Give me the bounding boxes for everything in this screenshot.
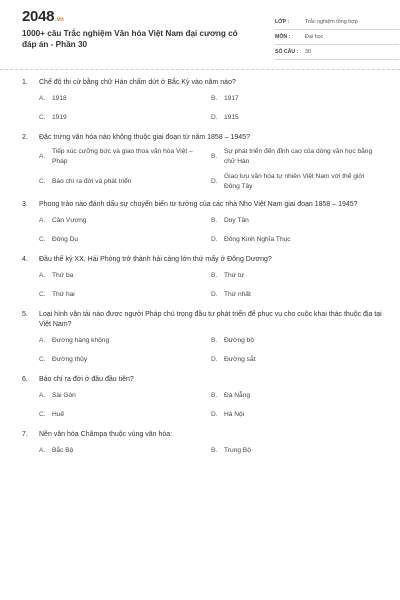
option-d[interactable] xyxy=(211,233,383,246)
option-letter: D. xyxy=(211,410,218,418)
header-divider xyxy=(0,69,400,70)
option-d[interactable] xyxy=(211,111,383,124)
option-c[interactable] xyxy=(39,111,211,124)
option-letter: D. xyxy=(211,355,218,363)
option-grid xyxy=(39,389,386,421)
option-letter: A. xyxy=(39,152,46,160)
option-c[interactable] xyxy=(39,288,211,301)
option-grid xyxy=(39,214,386,246)
option-text: Đường bộ xyxy=(224,336,255,344)
option-c[interactable] xyxy=(39,233,211,246)
option-text: Huế xyxy=(52,410,65,418)
option-text: Hà Nội xyxy=(224,410,245,418)
question-number: 6. xyxy=(22,376,28,383)
option-text: 1918 xyxy=(52,94,67,102)
option-letter: B. xyxy=(211,446,218,454)
option-text: Cần Vương xyxy=(52,216,87,224)
option-letter: D. xyxy=(211,235,218,243)
page-header xyxy=(22,0,386,62)
question-text: Báo chí ra đời ở đâu đầu tiên? xyxy=(39,376,134,383)
option-c[interactable] xyxy=(39,408,211,421)
option-b[interactable] xyxy=(211,334,383,347)
question-text: Phong trào nào đánh dấu sự chuyển biến tư tưởng của các nhà Nho Việt Nam giai đoạn 1858 – 1945? xyxy=(39,201,358,208)
option-text: Thứ nhất xyxy=(224,290,251,298)
option-text: Đà Nẵng xyxy=(224,391,251,399)
meta-info xyxy=(275,15,399,60)
option-letter: C. xyxy=(39,410,46,418)
meta-row-count xyxy=(275,45,399,60)
option-letter: B. xyxy=(211,152,218,160)
option-letter: B. xyxy=(211,94,218,102)
question-number: 3. xyxy=(22,201,28,208)
option-text: 1917 xyxy=(224,94,239,102)
question-7 xyxy=(22,430,386,457)
option-a[interactable] xyxy=(39,444,211,457)
question-6 xyxy=(22,375,386,421)
option-text: Đường thủy xyxy=(52,355,88,363)
option-b[interactable] xyxy=(211,92,383,105)
option-b[interactable] xyxy=(211,389,383,402)
option-letter: A. xyxy=(39,271,46,279)
option-grid xyxy=(39,444,386,457)
option-letter: D. xyxy=(211,113,218,121)
meta-label: SỐ CÂU : xyxy=(275,49,299,55)
meta-label: LỚP : xyxy=(275,19,290,25)
question-text: Loại hình vận tải nào được người Pháp chú trọng đầu tư phát triển để phục vụ cho cuộc khai thác thuộc địa tại Việt Nam? xyxy=(39,311,382,328)
option-text: 1919 xyxy=(52,113,67,121)
option-grid xyxy=(39,334,386,366)
question-number: 5. xyxy=(22,311,28,318)
question-number: 1. xyxy=(22,79,28,86)
option-text: Sự phát triển đến đỉnh cao của dòng văn học bằng chữ Hán xyxy=(224,148,373,165)
option-text: Đường hàng không xyxy=(52,336,110,344)
option-letter: A. xyxy=(39,446,46,454)
option-letter: C. xyxy=(39,113,46,121)
option-a[interactable] xyxy=(39,214,211,227)
meta-value: Đại học xyxy=(305,34,324,40)
option-text: Thứ ba xyxy=(52,271,74,279)
option-letter: B. xyxy=(211,336,218,344)
option-text: Đông Du xyxy=(52,235,79,243)
option-letter: C. xyxy=(39,177,46,185)
meta-row-subject xyxy=(275,30,399,45)
option-text: Duy Tân xyxy=(224,216,249,224)
question-text: Nền văn hóa Chămpa thuộc vùng văn hóa: xyxy=(39,431,173,438)
meta-value: 30 xyxy=(305,49,311,55)
option-text: Sài Gòn xyxy=(52,391,76,399)
option-letter: B. xyxy=(211,391,218,399)
question-2 xyxy=(22,133,386,191)
question-number: 2. xyxy=(22,134,28,141)
option-grid xyxy=(39,147,386,191)
option-a[interactable] xyxy=(39,147,211,166)
page-title: 1000+ câu Trắc nghiệm Văn hóa Việt Nam đại cương có đáp án - Phần 30 xyxy=(22,29,238,49)
option-c[interactable] xyxy=(39,172,211,191)
option-d[interactable] xyxy=(211,288,383,301)
option-text: Đường sắt xyxy=(224,355,256,363)
option-letter: D. xyxy=(211,177,218,185)
option-b[interactable] xyxy=(211,444,383,457)
option-text: Đông Kinh Nghĩa Thục xyxy=(224,235,291,243)
option-b[interactable] xyxy=(211,269,383,282)
option-letter: B. xyxy=(211,271,218,279)
option-d[interactable] xyxy=(211,353,383,366)
question-number: 7. xyxy=(22,431,28,438)
option-b[interactable] xyxy=(211,214,383,227)
logo-domain: .vn xyxy=(55,17,64,23)
option-grid xyxy=(39,269,386,301)
option-letter: A. xyxy=(39,391,46,399)
option-b[interactable] xyxy=(211,147,383,166)
meta-value: Trắc nghiệm tổng hợp xyxy=(305,19,358,25)
option-a[interactable] xyxy=(39,389,211,402)
option-letter: C. xyxy=(39,290,46,298)
option-text: Thứ hai xyxy=(52,290,75,298)
logo-text: 2048 xyxy=(22,8,55,25)
option-text: Bắc Bộ xyxy=(52,446,74,454)
option-a[interactable] xyxy=(39,92,211,105)
question-3 xyxy=(22,200,386,246)
option-text: Báo chí ra đời và phát triển xyxy=(52,177,132,185)
option-d[interactable] xyxy=(211,408,383,421)
option-text: Tiếp xúc cưỡng bức và giao thoa văn hóa Việt – Pháp xyxy=(52,148,193,165)
option-letter: C. xyxy=(39,235,46,243)
question-4 xyxy=(22,255,386,301)
option-letter: A. xyxy=(39,216,46,224)
option-text: 1915 xyxy=(224,113,239,121)
question-text: Đặc trưng văn hóa nào không thuộc giai đoạn từ năm 1858 – 1945? xyxy=(39,134,250,141)
option-letter: A. xyxy=(39,94,46,102)
option-text: Giao lưu văn hóa tự nhiên Việt Nam với thế giới Đông Tây xyxy=(224,173,365,190)
site-logo[interactable] xyxy=(22,8,64,25)
question-1 xyxy=(22,78,386,124)
option-a[interactable] xyxy=(39,334,211,347)
question-text: Đầu thế kỷ XX, Hải Phòng trở thành hải cảng lớn thứ mấy ở Đông Dương? xyxy=(39,256,272,263)
question-5 xyxy=(22,310,386,366)
question-text: Chế độ thi cử bằng chữ Hán chấm dứt ở Bắc Kỳ vào năm nào? xyxy=(39,79,236,86)
option-grid xyxy=(39,92,386,124)
option-letter: A. xyxy=(39,336,46,344)
option-a[interactable] xyxy=(39,269,211,282)
option-letter: D. xyxy=(211,290,218,298)
meta-row-class xyxy=(275,15,399,30)
option-d[interactable] xyxy=(211,172,383,191)
option-letter: B. xyxy=(211,216,218,224)
option-c[interactable] xyxy=(39,353,211,366)
question-list xyxy=(22,78,386,466)
option-letter: C. xyxy=(39,355,46,363)
option-text: Thứ tư xyxy=(224,271,245,279)
question-number: 4. xyxy=(22,256,28,263)
option-text: Trung Bộ xyxy=(224,446,251,454)
meta-label: MÔN : xyxy=(275,34,291,40)
